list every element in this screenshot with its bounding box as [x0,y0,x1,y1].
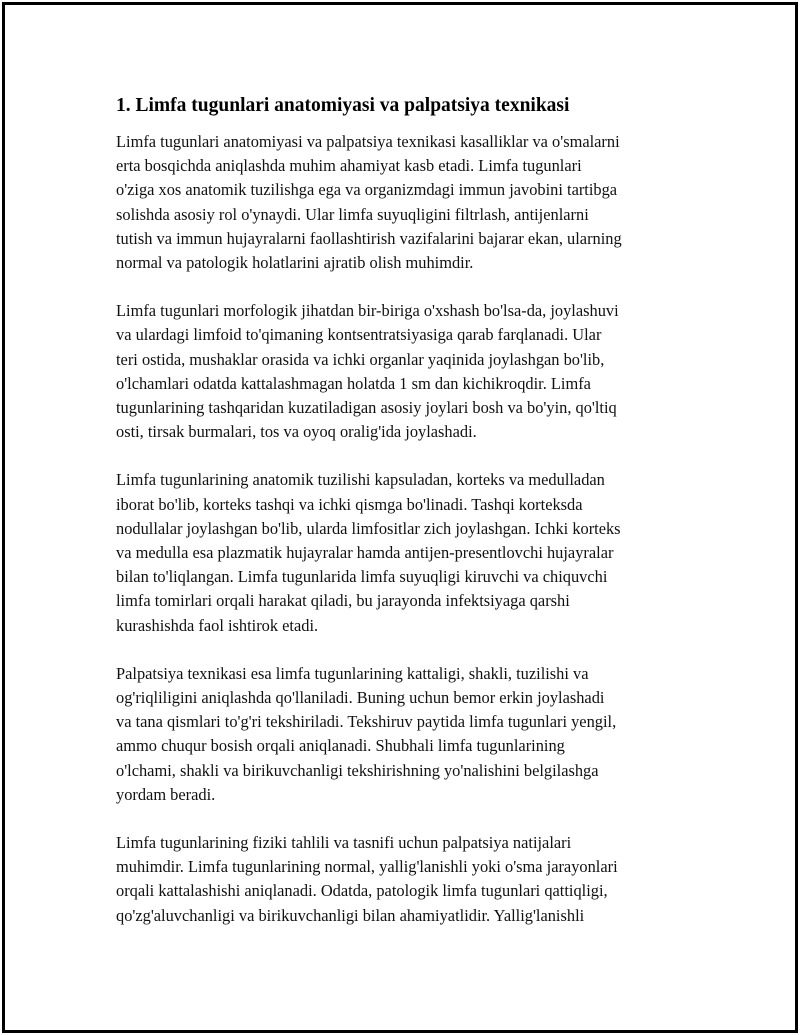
paragraph-line: Limfa tugunlarining anatomik tuzilishi kapsuladan, korteks va medulladan [116,470,605,490]
paragraph-line: o'ziga xos anatomik tuzilishga ega va organizmdagi immun javobini tartibga [116,180,618,200]
paragraph-line: tugunlarining tashqaridan kuzatiladigan asosiy joylari bosh va bo'yin, qo'ltiq [116,398,617,418]
paragraph-line: erta bosqichda aniqlashda muhim ahamiyat kasb etadi. Limfa tugunlari [116,156,582,176]
paragraph-line: Limfa tugunlari anatomiyasi va palpatsiya texnikasi kasalliklar va o'smalarni [116,132,620,151]
paragraph-line: ammo chuqur bosish orqali aniqlanadi. Shubhali limfa tugunlarining [116,736,565,756]
paragraph [116,299,696,444]
paragraph-line: tutish va immun hujayralarni faollashtirish vazifalarini bajarar ekan, ularning [116,228,622,248]
paragraph [116,831,696,928]
paragraph-line: Palpatsiya texnikasi esa limfa tugunlarining kattaligi, shakli, tuzilishi va [116,663,589,683]
paragraph-line: iborat bo'lib, korteks tashqi va ichki qismga bo'linadi. Tashqi korteksda [116,494,583,514]
paragraph-line: o'lchamlari odatda kattalashmagan holatda 1 sm dan kichikroqdir. Limfa [116,373,591,393]
paragraph-line: muhimdir. Limfa tugunlarining normal, yallig'lanishli yoki o'sma jarayonlari [116,857,618,877]
paragraph-line: osti, tirsak burmalari, tos va oyoq oralig'ida joylashadi. [116,422,477,442]
paragraph [116,662,696,807]
document-content [116,93,696,952]
paragraph-line: va ulardagi limfoid to'qimaning kontsentratsiyasiga qarab farqlanadi. Ular [116,325,602,345]
paragraph-line: Limfa tugunlari morfologik jihatdan bir-biriga o'xshash bo'lsa-da, joylashuvi [116,301,619,321]
paragraph-line: bilan to'liqlangan. Limfa tugunlarida limfa suyuqligi kiruvchi va chiquvchi [116,567,608,587]
paragraph-line: kurashishda faol ishtirok etadi. [116,615,319,635]
paragraph-line: va medulla esa plazmatik hujayralar hamda antijen-presentlovchi hujayralar [116,543,614,563]
section-title: 1. Limfa tugunlari anatomiyasi va palpatsiya texnikasi [116,95,570,116]
paragraphs [116,130,696,928]
paragraph-line: solishda asosiy rol o'ynaydi. Ular limfa suyuqligini filtrlash, antijenlarni [116,204,589,224]
paragraph-line: qo'zg'aluvchanligi va birikuvchanligi bilan ahamiyatlidir. Yallig'lanishli [116,905,585,925]
paragraph-line: o'lchami, shakli va birikuvchanligi tekshirishning yo'nalishini belgilashga [116,760,599,780]
paragraph-line: orqali kattalashishi aniqlanadi. Odatda, patologik limfa tugunlari qattiqligi, [116,881,608,901]
paragraph-line: og'riqliligini aniqlashda qo'llaniladi. Buning uchun bemor erkin joylashadi [116,688,605,708]
paragraph-line: va tana qismlari to'g'ri tekshiriladi. Tekshiruv paytida limfa tugunlari yengil, [116,712,617,732]
paragraph-line: normal va patologik holatlarini ajratib olish muhimdir. [116,253,474,273]
paragraph [116,468,696,637]
paragraph [116,130,696,275]
paragraph-line: limfa tomirlari orqali harakat qiladi, bu jarayonda infektsiyaga qarshi [116,591,570,611]
paragraph-line: teri ostida, mushaklar orasida va ichki organlar yaqinida joylashgan bo'lib, [116,349,605,369]
paragraph-line: nodullalar joylashgan bo'lib, ularda limfositlar zich joylashgan. Ichki korteks [116,518,621,538]
paragraph-line: Limfa tugunlarining fiziki tahlili va tasnifi uchun palpatsiya natijalari [116,833,572,853]
paragraph-line: yordam beradi. [116,784,216,804]
